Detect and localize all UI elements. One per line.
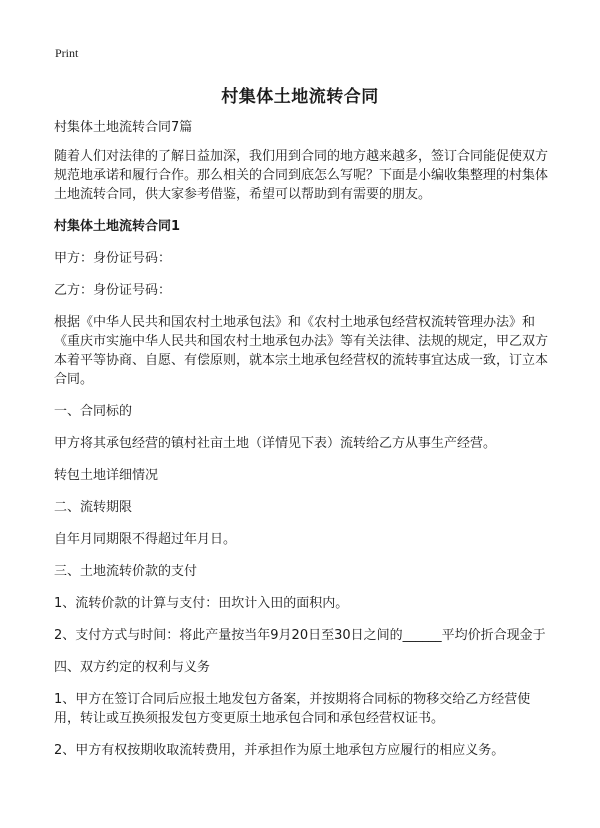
legal-basis-paragraph: 根据《中华人民共和国农村土地承包法》和《农村土地承包经营权流转管理办法》和《重庆市实施中华人民共和国农村土地承包办法》等有关法律、法规的规定，甲乙双方本着平等协商、自愿、有偿原则，就本宗土地承包经营权的流转事宜达成一致，订立本合同。 bbox=[54, 315, 549, 387]
clause4-item2: 2、甲方有权按期收取流转费用，并承担作为原土地承包方应履行的相应义务。 bbox=[54, 743, 505, 758]
clause1-heading: 一、合同标的 bbox=[54, 404, 133, 419]
document-subtitle: 村集体土地流转合同7篇 bbox=[54, 120, 193, 135]
page-title: 村集体土地流转合同 bbox=[221, 87, 379, 107]
section-heading: 村集体土地流转合同1 bbox=[54, 219, 181, 234]
clause3-heading: 三、土地流转价款的支付 bbox=[54, 564, 198, 579]
document-body bbox=[54, 118, 554, 773]
clause4-heading: 四、双方约定的权利与义务 bbox=[54, 660, 211, 675]
clause3-item2: 2、支付方式与时间：将此产量按当年9月20日至30日之间的______平均价折合现金于 bbox=[54, 628, 546, 643]
party-a-line: 甲方：身份证号码： bbox=[54, 251, 172, 266]
clause3-item1: 1、流转价款的计算与支付：田坎计入田的面积内。 bbox=[54, 596, 349, 611]
clause2-text: 自年月同期限不得超过年月日。 bbox=[54, 532, 237, 547]
land-details-label: 转包土地详细情况 bbox=[54, 468, 159, 483]
clause4-item1: 1、甲方在签订合同后应报土地发包方备案，并按期将合同标的物移交给乙方经营使用，转让或互换须报发包方变更原土地承包合同和承包经营权证书。 bbox=[54, 692, 531, 726]
party-b-line: 乙方：身份证号码： bbox=[54, 283, 172, 298]
clause2-heading: 二、流转期限 bbox=[54, 500, 133, 515]
clause1-text: 甲方将其承包经营的镇村社亩土地（详情见下表）流转给乙方从事生产经营。 bbox=[54, 436, 497, 451]
intro-paragraph: 随着人们对法律的了解日益加深，我们用到合同的地方越来越多，签订合同能促使双方规范地承诺和履行合作。那么相关的合同到底怎么写呢？下面是小编收集整理的村集体土地流转合同，供大家参考借鉴，希望可以帮助到有需要的朋友。 bbox=[54, 149, 549, 202]
print-link[interactable]: Print bbox=[55, 46, 79, 60]
